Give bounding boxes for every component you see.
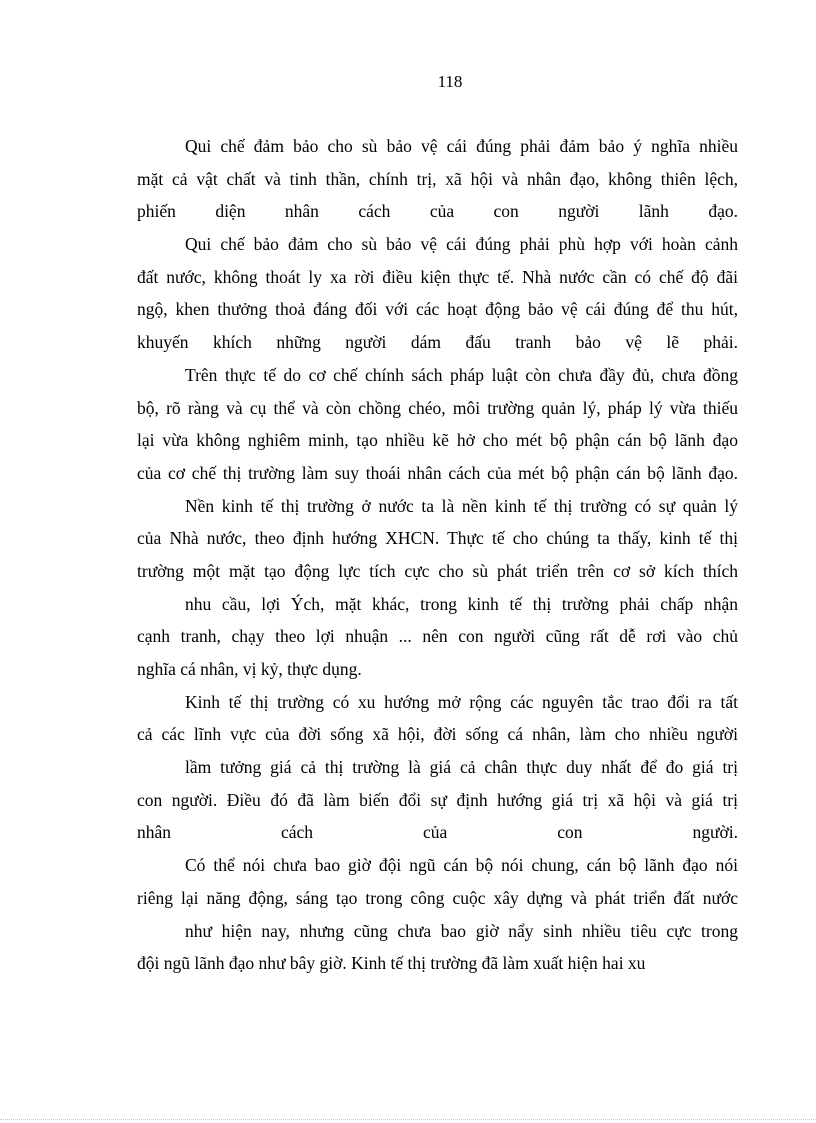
text-line: Qui chế đảm bảo cho sù bảo vệ cái đúng phải đảm bảo ý nghĩa nhiều bbox=[185, 136, 738, 156]
text-line: riêng lại năng động, sáng tạo trong công cuộc xây dựng và phát triển đất nước bbox=[137, 887, 738, 908]
page-bottom-rule bbox=[0, 1119, 816, 1120]
text-line: Qui chế bảo đảm cho sù bảo vệ cái đúng phải phù hợp với hoàn cảnh bbox=[185, 234, 738, 255]
text-line: Nền kinh tế thị trường ở nước ta là nền kinh tế thị trường có sự quản lý bbox=[185, 495, 738, 516]
text-line: mặt cả vật chất và tinh thần, chính trị, xã hội và nhân đạo, không thiên lệch, bbox=[137, 168, 738, 189]
text-line: của cơ chế thị trường làm suy thoái nhân cách của mét bộ phận cán bộ lãnh đạo. bbox=[137, 462, 738, 483]
body-text bbox=[137, 130, 738, 980]
text-line: khuyến khích những người dám đấu tranh bảo vệ lẽ phải. bbox=[137, 332, 738, 353]
text-line: của Nhà nước, theo định hướng XHCN. Thực tế cho chúng ta thấy, kinh tế thị bbox=[137, 528, 738, 549]
text-line: trường một mặt tạo động lực tích cực cho sù phát triển trên cơ sở kích thích bbox=[137, 560, 738, 581]
text-line: lại vừa không nghiêm minh, tạo nhiều kẽ hở cho mét bộ phận cán bộ lãnh đạo bbox=[137, 430, 738, 451]
text-line: cả các lĩnh vực của đời sống xã hội, đời sống cá nhân, làm cho nhiều người bbox=[137, 724, 738, 745]
text-line: Trên thực tế do cơ chế chính sách pháp luật còn chưa đầy đủ, chưa đồng bbox=[185, 364, 738, 385]
text-line: nhu cầu, lợi Ých, mặt khác, trong kinh tế thị trường phải chấp nhận bbox=[185, 593, 738, 614]
text-line: đất nước, không thoát ly xa rời điều kiện thực tế. Nhà nước cần có chế độ đãi bbox=[137, 266, 738, 287]
text-line: đội ngũ lãnh đạo như bây giờ. Kinh tế thị trường đã làm xuất hiện hai xu bbox=[137, 953, 646, 974]
text-line: bộ, rõ ràng và cụ thể và còn chồng chéo, môi trường quản lý, pháp lý vừa thiếu bbox=[137, 397, 738, 418]
text-line: như hiện nay, nhưng cũng chưa bao giờ nẩy sinh nhiều tiêu cực trong bbox=[185, 920, 738, 941]
text-line: Kinh tế thị trường có xu hướng mở rộng các nguyên tắc trao đổi ra tất bbox=[185, 691, 738, 712]
text-line: cạnh tranh, chạy theo lợi nhuận ... nên con người cũng rất dễ rơi vào chủ bbox=[137, 626, 738, 647]
text-line: ngộ, khen thưởng thoả đáng đối với các hoạt động bảo vệ cái đúng để thu hút, bbox=[137, 299, 738, 320]
text-line: Có thể nói chưa bao giờ đội ngũ cán bộ nói chung, cán bộ lãnh đạo nói bbox=[185, 855, 738, 876]
text-line: phiến diện nhân cách của con người lãnh đạo. bbox=[137, 201, 738, 222]
text-line: lầm tưởng giá cả thị trường là giá cả chân thực duy nhất để đo giá trị bbox=[185, 757, 738, 778]
page-number: 118 bbox=[437, 72, 463, 91]
text-line: nhân cách của con người. bbox=[137, 822, 738, 843]
text-line: nghĩa cá nhân, vị kỷ, thực dụng. bbox=[137, 659, 362, 679]
text-line: con người. Điều đó đã làm biến đổi sự định hướng giá trị xã hội và giá trị bbox=[137, 789, 738, 810]
